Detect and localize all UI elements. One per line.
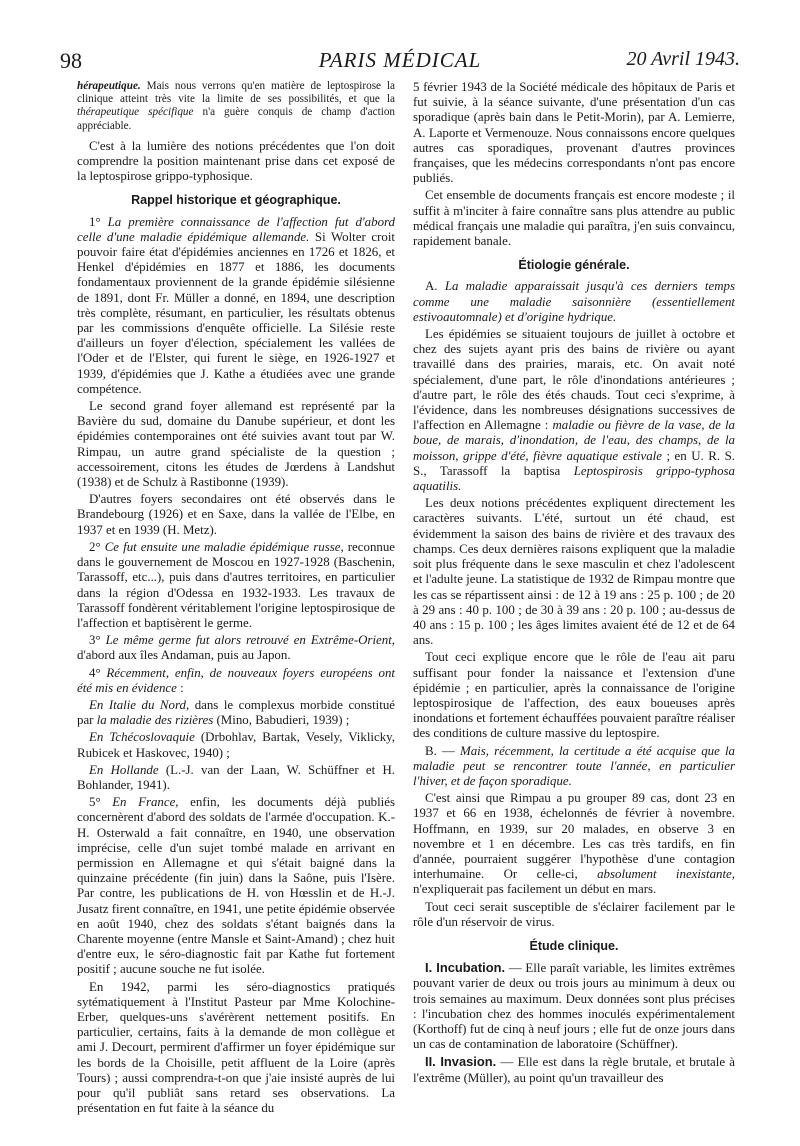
- section-heading: Rappel historique et géographique.: [131, 193, 341, 208]
- paragraph: 2° Ce fut ensuite une maladie épidémique russe, reconnue dans le gouvernement de Moscou en 1927-1928 (Baschenin, Tarassoff, etc...), puis dans d'autres territoires, en particulier dans la région d'Odessa en 1932-1933. Les travaux de Tarassoff fondèrent véritablement l'origine leptospirosique de l'affection et baptisèrent le germe.: [77, 539, 395, 630]
- paragraph: B. — Mais, récemment, la certitude a été acquise que la maladie peut se rencontrer toute l'année, en particulier l'hiver, et de façon sporadique.: [413, 743, 735, 788]
- paragraph: Les deux notions précédentes expliquent directement les caractères suivants. L'été, surtout un été chaud, est évidemment la saison des bains de rivière et des travaux des champs. Ces deux dernières raisons expliquent que la maladie soit plus fréquente dans le sexe masculin et chez l'adolescent et l'adulte jeune. La statistique de 1932 de Rimpau montre que les cas se répartissent ainsi : de 12 à 19 ans : 25 p. 100 ; de 20 à 29 ans : 40 p. 100 ; de 30 à 39 ans : 20 p. 100 ; au-dessus de 40 ans : 15 p. 100 ; les âges limites avaient été de 12 et de 64 ans.: [413, 496, 735, 648]
- paragraph: C'est ainsi que Rimpau a pu grouper 89 cas, dont 23 en 1937 et 66 en 1938, échelonnés de février à novembre. Hoffmann, en 1939, sur 20 malades, en observe 3 en novembre et 1 en décembre. Les cas très tardifs, en fin d'année, pourraient suggérer l'hypothèse d'une contagion interhumaine. Or celle-ci, absolument inexistante, n'expliquerait pas facilement un début en mars.: [413, 791, 735, 897]
- paragraph: 3° Le même germe fut alors retrouvé en Extrême-Orient, d'abord aux îles Andaman, puis au Japon.: [77, 633, 395, 663]
- journal-title: PARIS MÉDICAL: [318, 48, 482, 72]
- paragraph: Tout ceci explique encore que le rôle de l'eau ait paru suffisant pour fonder la naissance et l'extension d'une épidémie ; en particulier, après la connaissance de l'origine leptospirosique de l'affection, des eaux boueuses après inondations et fortement échauffées pouvaient paraître réaliser des conditions de culture massive du leptospire.: [413, 650, 735, 741]
- paragraph: D'autres foyers secondaires ont été observés dans le Brandebourg (1926) et en Saxe, dans la vallée de l'Elbe, en 1937 et en 1939 (H. Metz).: [77, 492, 395, 537]
- paragraph: Tout ceci serait susceptible de s'éclairer facilement par le rôle d'un réservoir de virus.: [413, 899, 735, 929]
- paragraph: II. Invasion. — Elle est dans la règle brutale, et brutale à l'extrême (Müller), au point qu'un travailleur des: [413, 1054, 736, 1085]
- paragraph: En Tchécoslovaquie (Drbohlav, Bartak, Vesely, Viklicky, Rubicek et Haskovec, 1940) ;: [77, 730, 395, 760]
- paragraph: Les épidémies se situaient toujours de juillet à octobre et chez des sujets ayant pris des bains de rivière ou ayant travaillé dans des prairies, marais, etc. On avait noté spécialement, d'une part, le rôle d'inondations antérieures ; d'autre part, le rôle des étés chauds. Tout ceci s'exprime, à l'évidence, dans les nombreuses désignations successives de l'affection en Allemagne : maladie ou fièvre de la vase, de la boue, de marais, d'inondation, de l'eau, des champs, de la moisson, grippe d'été, fièvre aquatique estivale ; en U. R. S. S., Tarassoff la baptisa Leptospirosis grippo-typhosa aquatilis.: [413, 327, 735, 494]
- paragraph: 5 février 1943 de la Société médicale des hôpitaux de Paris et fut suivie, à la séance suivante, d'une présentation d'un cas sporadique (après bain dans le Petit-Morin), par A. Lemierre, A. Laporte et Vermenouze. Nous connaissons encore quelques autres cas sporadiques, provenant d'autres provinces françaises, que les médecins correspondants n'ont pas encore publiés.: [413, 80, 735, 186]
- paragraph: En Italie du Nord, dans le complexus morbide constitué par la maladie des rizières (Mino, Babudieri, 1939) ;: [77, 697, 395, 728]
- paragraph: En 1942, parmi les séro-diagnostics pratiqués sytématiquement à l'Institut Pasteur par Mme Kolochine-Erber, quelques-uns s'avérèrent nettement positifs. En particulier, certains, faits à la demande de mon collègue et ami J. Decourt, permirent d'affirmer un foyer épidémique sur les bords de la Choisille, petit affluent de la Loire (après Tours) ; aussi comprendra-t-on que j'aie insisté auprès de lui pour qu'il publiât sans retard ses observations. La présentation en fut faite à la séance du: [77, 979, 395, 1116]
- paragraph: Le second grand foyer allemand est représenté par la Bavière du sud, domaine du Danube supérieur, et dont les épidémies contemporaines ont été suivies avant tout par W. Rimpau, un autre grand spécialiste de la question ; accessoirement, citons les études de Jœrdens à Landshut (1938) et de Schulz à Rastibonne (1939).: [77, 399, 395, 490]
- paragraph: I. Incubation. — Elle paraît variable, les limites extrêmes pouvant varier de deux ou trois jours au minimum à deux ou trois semaines au maximum. Deux données sont plus précises : l'incubation chez des hommes inoculés expérimentalement (Korthoff) fut de cinq à neuf jours ; elle fut de onze jours dans un cas de contamination de laboratoire (Schüffner).: [413, 960, 735, 1052]
- right-column: [413, 80, 735, 1086]
- section-heading: Étude clinique.: [529, 938, 619, 953]
- page-header: [60, 48, 740, 80]
- paragraph: hérapeutique. Mais nous verrons qu'en matière de leptospirose la clinique atteint très vite la limite de ses possibilités, et que la thérapeutique spécifique n'a guère conquis de champ d'action appréciable.: [77, 80, 396, 132]
- paragraph: Cet ensemble de documents français est encore modeste ; il suffit à m'inciter à faire connaître sans plus attendre au public médical français une maladie qui paraîtra, j'en suis convaincu, rapidement banale.: [413, 188, 735, 249]
- section-heading: Étiologie générale.: [518, 258, 630, 273]
- page-number: 98: [60, 48, 82, 73]
- issue-date: 20 Avril 1943.: [626, 48, 740, 70]
- paragraph: C'est à la lumière des notions précédentes que l'on doit comprendre la position maintenant prise dans cet exposé de la leptospirose grippo-typhosique.: [77, 138, 395, 184]
- paragraph: 4° Récemment, enfin, de nouveaux foyers européens ont été mis en évidence :: [77, 665, 395, 695]
- paragraph: 5° En France, enfin, les documents déjà publiés concernèrent d'abord des soldats de l'armée d'occupation. K.-H. Osterwald a fait connaître, en 1940, une observation imprécise, celle d'un sujet tombé malade en arrivant en permission en Allemagne et qui s'était baigné dans la quinzaine précédente (fin juin) dans la Saône, puis l'Isère. Par contre, les publications de H. von Hœsslin et de H.-J. Jusatz firent connaître, en 1941, une petite épidémie observée en août 1940, chez des soldats s'étant baignés dans la Charente moyenne (entre Mansle et Saint-Amand) ; chez huit d'entre eux, le séro-diagnostic fait par Kathe fut fortement positif ; aucune souche ne fut isolée.: [77, 795, 395, 977]
- paragraph: En Hollande (L.-J. van der Laan, W. Schüffner et H. Bohlander, 1941).: [77, 762, 395, 792]
- left-column: [77, 80, 395, 1116]
- paragraph: 1° La première connaissance de l'affection fut d'abord celle d'une maladie épidémique allemande. Si Wolter croit pouvoir faire état d'épidémies anciennes en 1726 et 1826, et Henkel d'épidémies en 1877 et 1886, les documents fondamentaux proviennent de la grande épidémie silésienne de 1891, dont Fr. Müller a donné, en 1894, une description très complète, résumant, en particulier, les résultats obtenus par les commissions d'enquête officielle. La Silésie reste d'ailleurs un foyer d'élection, spécialement les vallées de l'Oder et de l'Elster, qui furent le siège, en 1926-1927 et 1939, d'épidémies que J. Kathe a étudiées avec une grande compétence.: [77, 214, 395, 396]
- paragraph: A. La maladie apparaissait jusqu'à ces derniers temps comme une maladie saisonnière (essentiellement estivoautomnale) et d'origine hydrique.: [413, 279, 735, 324]
